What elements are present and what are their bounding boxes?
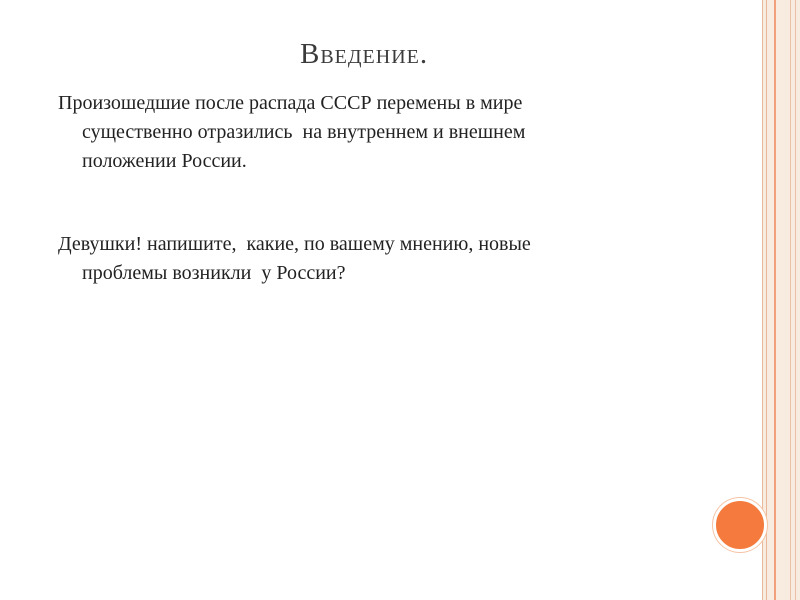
question-line-2: проблемы возникли у России? <box>82 262 346 284</box>
slide-title: Введение. <box>300 38 429 70</box>
intro-line-2: существенно отразились на внутреннем и внешнем <box>82 121 526 143</box>
decorative-line <box>795 0 796 600</box>
intro-line-1: Произошедшие после распада СССР перемены в мире <box>58 92 523 114</box>
question-paragraph <box>58 230 738 288</box>
intro-line-3: положении России. <box>82 150 247 172</box>
decorative-line <box>774 0 776 600</box>
decorative-line <box>766 0 767 600</box>
intro-paragraph <box>58 89 738 176</box>
question-line-1: Девушки! напишите, какие, по вашему мнению, новые <box>58 233 531 255</box>
decorative-circle <box>713 498 767 552</box>
decorative-line <box>790 0 791 600</box>
